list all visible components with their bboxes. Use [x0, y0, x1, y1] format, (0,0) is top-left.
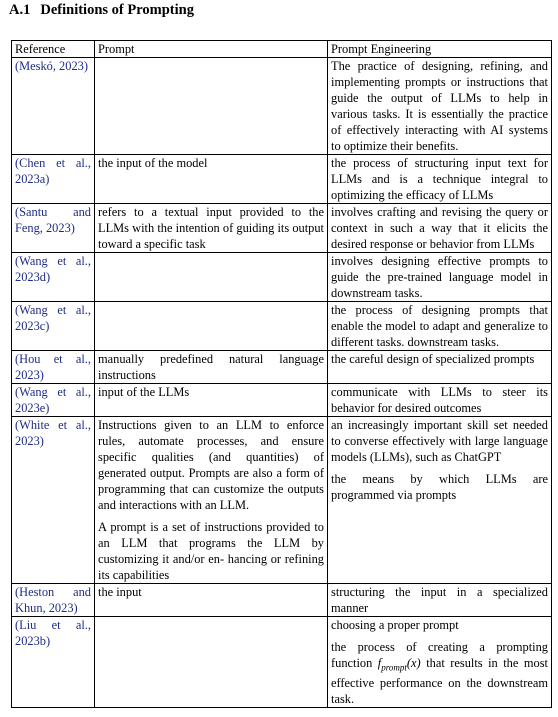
- table-row: [12, 617, 552, 708]
- math-argument: (x): [406, 656, 421, 670]
- table-row: [12, 155, 552, 204]
- table-header-row: [12, 41, 552, 58]
- table-row: [12, 351, 552, 384]
- engineering-text: communicate with LLMs to steer its behavior for desired outcomes: [331, 385, 548, 415]
- engineering-cell: [328, 617, 552, 708]
- prompt-text: the input of the model: [98, 156, 208, 170]
- engineering-text: the means by which LLMs are programmed via prompts: [331, 472, 548, 502]
- engineering-cell: [328, 155, 552, 204]
- engineering-text: the process of structuring input text for LLMs and is a technique integral to optimizing the efficacy of LLMs: [331, 156, 548, 202]
- reference-cell[interactable]: (Wang et al., 2023d): [12, 253, 95, 302]
- prompt-cell: [95, 155, 328, 204]
- math-subscript: prompt: [381, 662, 407, 673]
- engineering-cell: [328, 384, 552, 417]
- engineering-text: that results in the most effective performance on the downstream task.: [331, 656, 548, 707]
- math-function: [377, 656, 421, 673]
- section-heading: [9, 2, 194, 19]
- reference-cell[interactable]: (Meskó, 2023): [12, 58, 95, 155]
- prompt-cell: [95, 584, 328, 617]
- table-row: [12, 302, 552, 351]
- prompt-cell: [95, 58, 328, 155]
- prompt-cell: [95, 204, 328, 253]
- engineering-text: involves designing effective prompts to guide the pre-trained language model in downstream tasks.: [331, 254, 548, 300]
- math-symbol: f: [377, 656, 382, 670]
- prompt-cell: [95, 302, 328, 351]
- table-row: [12, 204, 552, 253]
- reference-cell[interactable]: (Wang et al., 2023e): [12, 384, 95, 417]
- reference-cell[interactable]: (Santu and Feng, 2023): [12, 204, 95, 253]
- reference-cell[interactable]: (Liu et al., 2023b): [12, 617, 95, 708]
- prompt-text: Instructions given to an LLM to enforce rules, automate processes, and ensure specific qualities (and quantities) of generated output. Prompts are also a form of programming that can customize the outputs and interactions with an LLM.: [98, 418, 324, 512]
- engineering-cell: [328, 58, 552, 155]
- engineering-cell: [328, 417, 552, 584]
- definitions-table: [11, 40, 552, 708]
- table-row: [12, 417, 552, 584]
- header-prompt-engineering: Prompt Engineering: [328, 41, 552, 58]
- table-row: [12, 253, 552, 302]
- table-row: [12, 58, 552, 155]
- reference-cell[interactable]: (Wang et al., 2023c): [12, 302, 95, 351]
- engineering-cell: [328, 302, 552, 351]
- prompt-cell: [95, 384, 328, 417]
- engineering-cell: [328, 351, 552, 384]
- engineering-cell: [328, 584, 552, 617]
- prompt-cell: [95, 617, 328, 708]
- prompt-text: input of the LLMs: [98, 385, 190, 399]
- reference-cell[interactable]: (Hou et al., 2023): [12, 351, 95, 384]
- engineering-text: choosing a proper prompt: [331, 618, 459, 632]
- engineering-text: the careful design of specialized prompts: [331, 352, 535, 366]
- engineering-text: the process of designing prompts that enable the model to adapt and generalize to different tasks. downstream tasks.: [331, 303, 548, 349]
- engineering-text: The practice of designing, refining, and implementing prompts or instructions that guide the output of LLMs to help in various tasks. It is essentially the practice of effectively interacting with AI systems to optimize their benefits.: [331, 59, 548, 153]
- engineering-text: involves crafting and revising the query or context in such a way that it elicits the desired response or behavior from LLMs: [331, 205, 548, 251]
- table-row: [12, 384, 552, 417]
- engineering-text: an increasingly important skill set needed to converse effectively with large language models (LLMs), such as ChatGPT: [331, 418, 548, 464]
- prompt-text: refers to a textual input provided to the LLMs with the intention of guiding its output toward a specific task: [98, 205, 324, 251]
- section-number: A.1: [9, 2, 31, 18]
- reference-cell[interactable]: (White et al., 2023): [12, 417, 95, 584]
- table-row: [12, 584, 552, 617]
- prompt-cell: [95, 351, 328, 384]
- engineering-text-with-math: [331, 639, 548, 707]
- engineering-text: structuring the input in a specialized manner: [331, 585, 548, 615]
- prompt-text: the input: [98, 585, 142, 599]
- header-reference: Reference: [12, 41, 95, 58]
- engineering-cell: [328, 204, 552, 253]
- prompt-text: manually predefined natural language instructions: [98, 352, 324, 382]
- engineering-text: the process of creating a prompting function: [331, 640, 548, 670]
- section-title: Definitions of Prompting: [40, 2, 194, 18]
- reference-cell[interactable]: (Heston and Khun, 2023): [12, 584, 95, 617]
- prompt-cell: [95, 253, 328, 302]
- reference-cell[interactable]: (Chen et al., 2023a): [12, 155, 95, 204]
- engineering-cell: [328, 253, 552, 302]
- header-prompt: Prompt: [95, 41, 328, 58]
- prompt-text: A prompt is a set of instructions provided to an LLM that programs the LLM by customizing it and/or en- hancing or refining its capabilities: [98, 520, 324, 582]
- prompt-cell: [95, 417, 328, 584]
